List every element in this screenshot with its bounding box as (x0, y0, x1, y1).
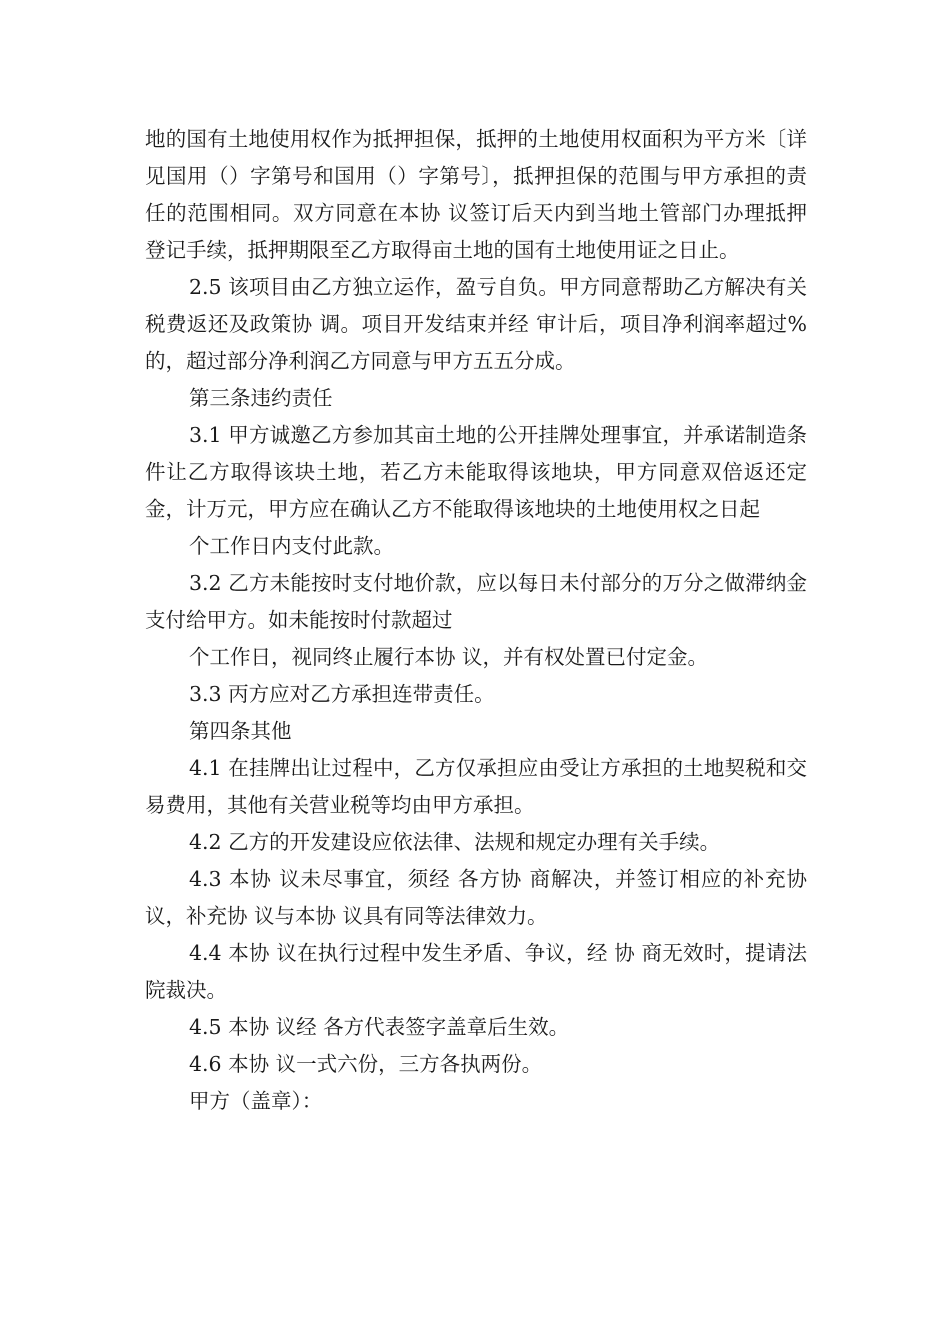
paragraph-clause-4-1: 4.1 在挂牌出让过程中，乙方仅承担应由受让方承担的土地契税和交易费用，其他有关营业税等均由甲方承担。 (145, 756, 807, 817)
paragraph-mortgage-continued: 地的国有土地使用权作为抵押担保，抵押的土地使用权面积为平方米〔详见国用（）字第号和国用（）字第号〕，抵押担保的范围与甲方承担的责任的范围相同。双方同意在本协 议签订后天内到当地土管部门办理抵押登记手续，抵押期限至乙方取得亩土地的国有土地使用证之日止。 (145, 127, 807, 262)
article-3-heading: 第三条违约责任 (189, 386, 333, 410)
paragraph-clause-4-5: 4.5 本协 议经 各方代表签字盖章后生效。 (189, 1015, 570, 1039)
party-a-seal-label: 甲方（盖章）： (189, 1089, 323, 1113)
paragraph-clause-3-1-continued: 个工作日内支付此款。 (189, 534, 394, 558)
paragraph-clause-4-3: 4.3 本协 议未尽事宜，须经 各方协 商解决，并签订相应的补充协 议，补充协 议与本协 议具有同等法律效力。 (145, 867, 807, 928)
paragraph-clause-3-3: 3.3 丙方应对乙方承担连带责任。 (189, 682, 495, 706)
paragraph-clause-4-4: 4.4 本协 议在执行过程中发生矛盾、争议，经 协 商无效时，提请法院裁决。 (145, 941, 807, 1002)
article-4-heading: 第四条其他 (189, 719, 292, 743)
paragraph-clause-4-6: 4.6 本协 议一式六份，三方各执两份。 (189, 1052, 543, 1076)
paragraph-clause-4-2: 4.2 乙方的开发建设应依法律、法规和规定办理有关手续。 (189, 830, 721, 854)
paragraph-clause-3-2: 3.2 乙方未能按时支付地价款，应以每日未付部分的万分之做滞纳金支付给甲方。如未能按时付款超过 (145, 571, 807, 632)
paragraph-clause-3-1: 3.1 甲方诚邀乙方参加其亩土地的公开挂牌处理事宜，并承诺制造条件让乙方取得该块土地，若乙方未能取得该地块，甲方同意双倍返还定金，计万元，甲方应在确认乙方不能取得该地块的土地使用权之日起 (145, 423, 807, 521)
document-body (145, 121, 807, 1120)
paragraph-clause-3-2-continued: 个工作日，视同终止履行本协 议，并有权处置已付定金。 (189, 645, 709, 669)
paragraph-clause-2-5: 2.5 该项目由乙方独立运作，盈亏自负。甲方同意帮助乙方解决有关税费返还及政策协 调。项目开发结束并经 审计后，项目净利润率超过%的，超过部分净利润乙方同意与甲方五五分成。 (145, 275, 807, 373)
